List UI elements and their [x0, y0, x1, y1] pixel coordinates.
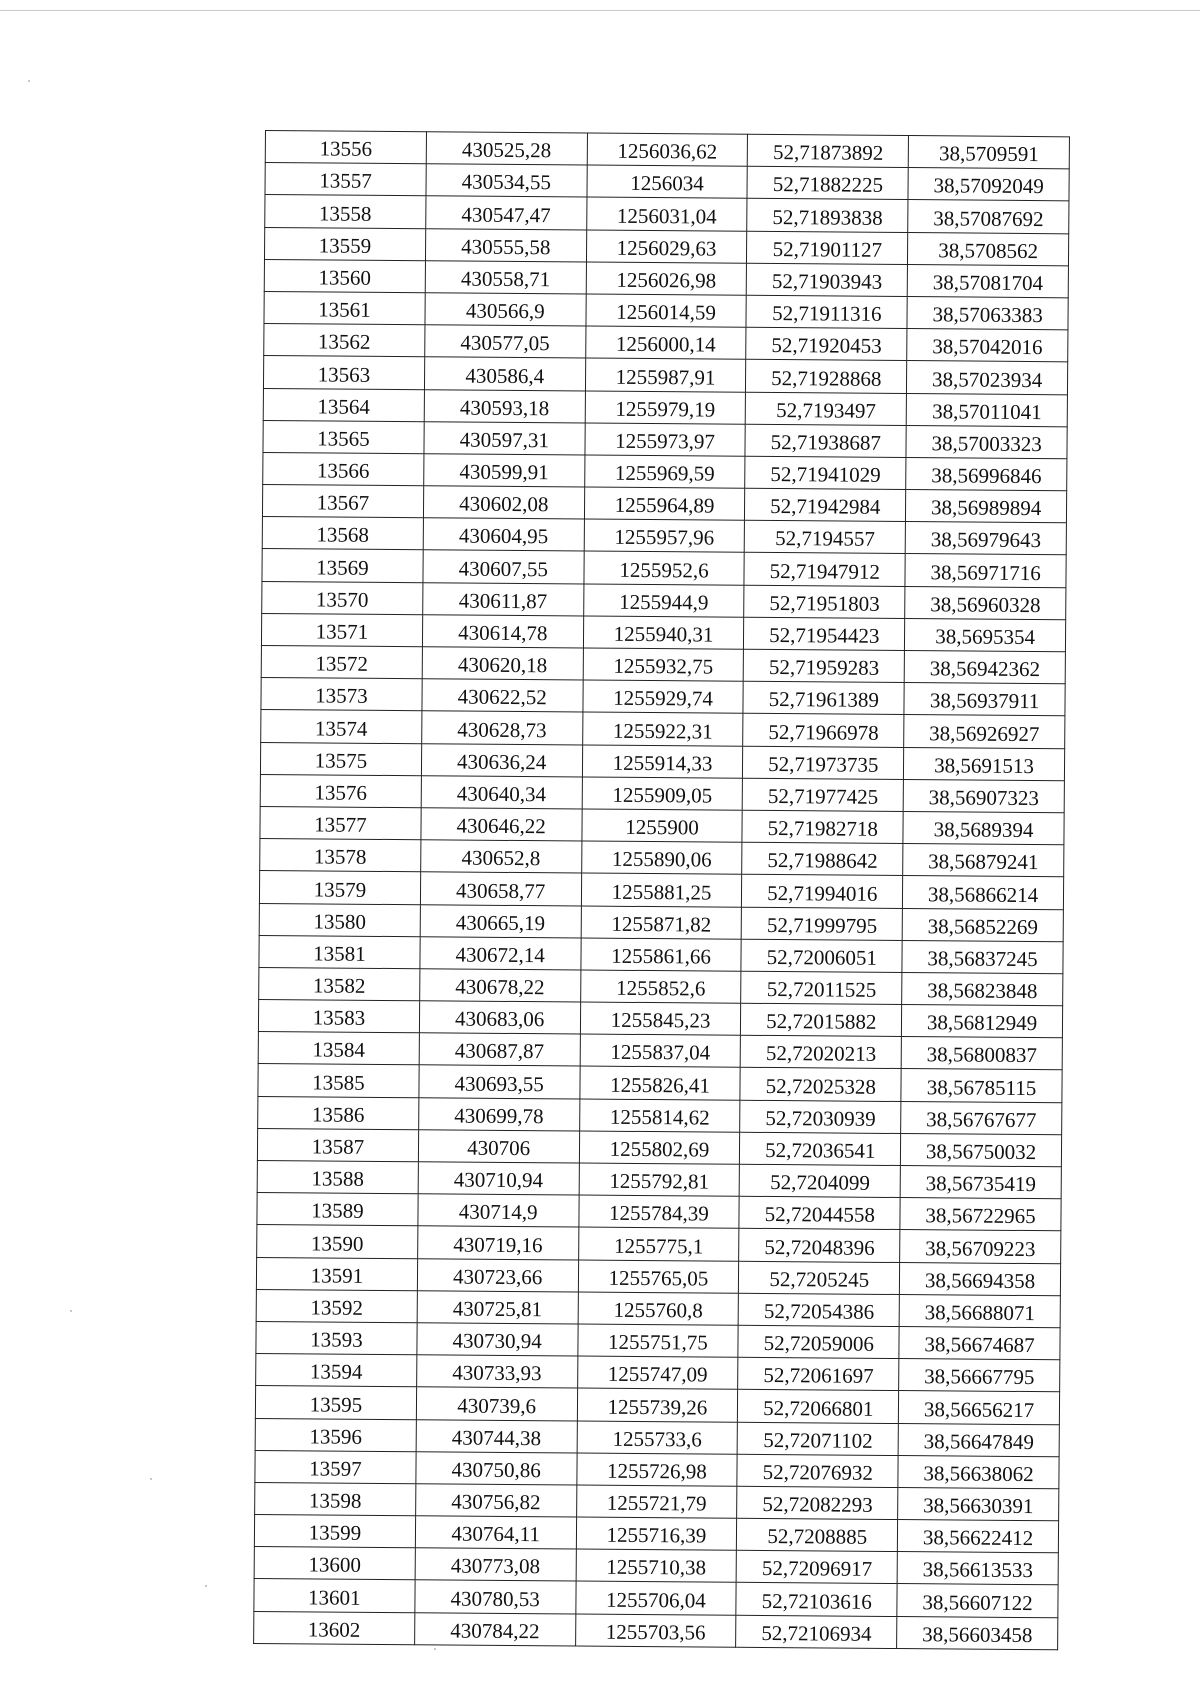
latitude-cell: 52,7208885: [737, 1518, 898, 1551]
x-coordinate-cell: 430699,78: [418, 1097, 579, 1130]
latitude-cell: 52,71961389: [743, 681, 904, 714]
latitude-cell: 52,72030939: [740, 1100, 901, 1133]
point-number-cell: 13588: [257, 1160, 418, 1193]
point-number-cell: 13557: [265, 163, 426, 196]
x-coordinate-cell: 430678,22: [419, 969, 580, 1002]
latitude-cell: 52,71882225: [747, 166, 908, 199]
point-number-cell: 13600: [254, 1547, 415, 1580]
point-number-cell: 13556: [265, 131, 426, 164]
x-coordinate-cell: 430614,78: [422, 615, 583, 648]
y-coordinate-cell: 1255914,33: [582, 745, 743, 778]
x-coordinate-cell: 430756,82: [415, 1484, 576, 1517]
point-number-cell: 13587: [257, 1128, 418, 1161]
point-number-cell: 13573: [261, 678, 422, 711]
x-coordinate-cell: 430525,28: [426, 132, 587, 165]
longitude-cell: 38,57042016: [907, 329, 1068, 362]
point-number-cell: 13598: [255, 1482, 416, 1515]
y-coordinate-cell: 1256031,04: [586, 197, 747, 230]
point-number-cell: 13590: [257, 1225, 418, 1258]
latitude-cell: 52,72066801: [738, 1390, 899, 1423]
x-coordinate-cell: 430693,55: [419, 1065, 580, 1098]
longitude-cell: 38,57003323: [906, 425, 1067, 458]
y-coordinate-cell: 1255890,06: [581, 841, 742, 874]
y-coordinate-cell: 1255871,82: [581, 906, 742, 939]
y-coordinate-cell: 1255900: [582, 809, 743, 842]
y-coordinate-cell: 1255987,91: [585, 358, 746, 391]
longitude-cell: 38,56926927: [904, 715, 1065, 748]
latitude-cell: 52,71873892: [748, 134, 909, 167]
point-number-cell: 13571: [261, 613, 422, 646]
y-coordinate-cell: 1255792,81: [579, 1163, 740, 1196]
y-coordinate-cell: 1255703,56: [575, 1614, 736, 1647]
y-coordinate-cell: 1255747,09: [577, 1356, 738, 1389]
x-coordinate-cell: 430764,11: [415, 1516, 576, 1549]
y-coordinate-cell: 1255979,19: [585, 391, 746, 424]
longitude-cell: 38,56996846: [906, 457, 1067, 490]
point-number-cell: 13561: [264, 291, 425, 324]
point-number-cell: 13572: [261, 645, 422, 678]
longitude-cell: 38,56613533: [897, 1552, 1058, 1585]
x-coordinate-cell: 430784,22: [414, 1612, 575, 1645]
x-coordinate-cell: 430586,4: [424, 357, 585, 390]
point-number-cell: 13597: [255, 1450, 416, 1483]
latitude-cell: 52,72048396: [739, 1229, 900, 1262]
point-number-cell: 13592: [256, 1289, 417, 1322]
longitude-cell: 38,56735419: [900, 1166, 1061, 1199]
latitude-cell: 52,72071102: [738, 1422, 899, 1455]
y-coordinate-cell: 1255909,05: [582, 777, 743, 810]
x-coordinate-cell: 430640,34: [421, 775, 582, 808]
y-coordinate-cell: 1255765,05: [578, 1260, 739, 1293]
y-coordinate-cell: 1255751,75: [577, 1324, 738, 1357]
longitude-cell: 38,56607122: [897, 1584, 1058, 1617]
y-coordinate-cell: 1255940,31: [583, 616, 744, 649]
longitude-cell: 38,56656217: [899, 1391, 1060, 1424]
y-coordinate-cell: 1256014,59: [586, 294, 747, 327]
x-coordinate-cell: 430652,8: [420, 840, 581, 873]
latitude-cell: 52,71938687: [745, 424, 906, 457]
longitude-cell: 38,56989894: [906, 490, 1067, 523]
latitude-cell: 52,72076932: [737, 1454, 898, 1487]
x-coordinate-cell: 430555,58: [425, 228, 586, 261]
scan-speck: [28, 80, 30, 82]
x-coordinate-cell: 430593,18: [424, 389, 585, 422]
x-coordinate-cell: 430658,77: [420, 872, 581, 905]
point-number-cell: 13585: [258, 1064, 419, 1097]
x-coordinate-cell: 430602,08: [423, 486, 584, 519]
latitude-cell: 52,7193497: [746, 392, 907, 425]
point-number-cell: 13562: [264, 324, 425, 357]
x-coordinate-cell: 430622,52: [422, 679, 583, 712]
y-coordinate-cell: 1255964,89: [584, 487, 745, 520]
point-number-cell: 13577: [260, 806, 421, 839]
y-coordinate-cell: 1255845,23: [580, 1002, 741, 1035]
y-coordinate-cell: 1255733,6: [577, 1420, 738, 1453]
y-coordinate-cell: 1255929,74: [583, 680, 744, 713]
longitude-cell: 38,56837245: [902, 940, 1063, 973]
latitude-cell: 52,71928868: [746, 360, 907, 393]
latitude-cell: 52,72020213: [741, 1036, 902, 1069]
point-number-cell: 13570: [262, 581, 423, 614]
latitude-cell: 52,71959283: [744, 649, 905, 682]
x-coordinate-cell: 430744,38: [416, 1419, 577, 1452]
longitude-cell: 38,56937911: [904, 683, 1065, 716]
point-number-cell: 13569: [262, 549, 423, 582]
x-coordinate-cell: 430723,66: [417, 1258, 578, 1291]
y-coordinate-cell: 1255775,1: [578, 1227, 739, 1260]
y-coordinate-cell: 1255706,04: [575, 1581, 736, 1614]
x-coordinate-cell: 430534,55: [426, 164, 587, 197]
longitude-cell: 38,56812949: [902, 1005, 1063, 1038]
latitude-cell: 52,72015882: [741, 1003, 902, 1036]
y-coordinate-cell: 1256036,62: [587, 133, 748, 166]
longitude-cell: 38,56942362: [904, 651, 1065, 684]
point-number-cell: 13599: [254, 1515, 415, 1548]
latitude-cell: 52,71954423: [744, 617, 905, 650]
latitude-cell: 52,72006051: [741, 939, 902, 972]
longitude-cell: 38,56960328: [905, 586, 1066, 619]
longitude-cell: 38,56800837: [901, 1037, 1062, 1070]
point-number-cell: 13580: [259, 903, 420, 936]
scan-speck: [150, 1478, 152, 1480]
longitude-cell: 38,56688071: [899, 1294, 1060, 1327]
x-coordinate-cell: 430620,18: [422, 647, 583, 680]
longitude-cell: 38,56907323: [903, 779, 1064, 812]
x-coordinate-cell: 430597,31: [424, 421, 585, 454]
latitude-cell: 52,71951803: [744, 585, 905, 618]
longitude-cell: 38,57023934: [907, 361, 1068, 394]
y-coordinate-cell: 1255739,26: [577, 1388, 738, 1421]
latitude-cell: 52,72061697: [738, 1357, 899, 1390]
longitude-cell: 38,56638062: [898, 1455, 1059, 1488]
x-coordinate-cell: 430665,19: [420, 904, 581, 937]
longitude-cell: 38,5695354: [905, 618, 1066, 651]
y-coordinate-cell: 1255826,41: [579, 1066, 740, 1099]
point-number-cell: 13584: [258, 1032, 419, 1065]
latitude-cell: 52,71903943: [747, 263, 908, 296]
x-coordinate-cell: 430646,22: [421, 808, 582, 841]
latitude-cell: 52,72106934: [736, 1615, 897, 1648]
point-number-cell: 13564: [263, 388, 424, 421]
longitude-cell: 38,56709223: [900, 1230, 1061, 1263]
point-number-cell: 13593: [256, 1321, 417, 1354]
point-number-cell: 13581: [259, 935, 420, 968]
point-number-cell: 13595: [255, 1386, 416, 1419]
point-number-cell: 13576: [260, 774, 421, 807]
latitude-cell: 52,72036541: [740, 1132, 901, 1165]
x-coordinate-cell: 430683,06: [419, 1001, 580, 1034]
coordinates-table: [253, 130, 1070, 1650]
latitude-cell: 52,72025328: [740, 1068, 901, 1101]
latitude-cell: 52,71941029: [745, 456, 906, 489]
y-coordinate-cell: 1256026,98: [586, 262, 747, 295]
longitude-cell: 38,56647849: [898, 1423, 1059, 1456]
x-coordinate-cell: 430687,87: [419, 1033, 580, 1066]
y-coordinate-cell: 1255721,79: [576, 1485, 737, 1518]
scan-speck: [205, 1585, 207, 1587]
x-coordinate-cell: 430750,86: [416, 1451, 577, 1484]
y-coordinate-cell: 1255952,6: [584, 551, 745, 584]
longitude-cell: 38,56622412: [898, 1520, 1059, 1553]
coordinates-table-body: [254, 131, 1070, 1650]
x-coordinate-cell: 430604,95: [423, 518, 584, 551]
longitude-cell: 38,5689394: [903, 811, 1064, 844]
x-coordinate-cell: 430577,05: [425, 325, 586, 358]
point-number-cell: 13602: [254, 1611, 415, 1644]
longitude-cell: 38,57011041: [906, 393, 1067, 426]
longitude-cell: 38,56603458: [897, 1616, 1058, 1649]
latitude-cell: 52,71893838: [747, 199, 908, 232]
longitude-cell: 38,56979643: [905, 522, 1066, 555]
point-number-cell: 13601: [254, 1579, 415, 1612]
y-coordinate-cell: 1255802,69: [579, 1131, 740, 1164]
x-coordinate-cell: 430672,14: [420, 936, 581, 969]
x-coordinate-cell: 430636,24: [421, 743, 582, 776]
point-number-cell: 13575: [260, 742, 421, 775]
latitude-cell: 52,71947912: [744, 553, 905, 586]
latitude-cell: 52,71920453: [746, 327, 907, 360]
y-coordinate-cell: 1255726,98: [576, 1453, 737, 1486]
latitude-cell: 52,71988642: [742, 842, 903, 875]
x-coordinate-cell: 430773,08: [415, 1548, 576, 1581]
longitude-cell: 38,57087692: [908, 200, 1069, 233]
longitude-cell: 38,56823848: [902, 972, 1063, 1005]
x-coordinate-cell: 430780,53: [415, 1580, 576, 1613]
latitude-cell: 52,71982718: [742, 810, 903, 843]
table-row: [254, 1611, 1058, 1650]
latitude-cell: 52,72054386: [739, 1293, 900, 1326]
y-coordinate-cell: 1255957,96: [584, 519, 745, 552]
latitude-cell: 52,71901127: [747, 231, 908, 264]
latitude-cell: 52,71966978: [743, 714, 904, 747]
point-number-cell: 13568: [262, 517, 423, 550]
x-coordinate-cell: 430730,94: [417, 1323, 578, 1356]
point-number-cell: 13566: [263, 452, 424, 485]
latitude-cell: 52,72103616: [736, 1583, 897, 1616]
x-coordinate-cell: 430547,47: [426, 196, 587, 229]
longitude-cell: 38,56879241: [903, 844, 1064, 877]
point-number-cell: 13559: [264, 227, 425, 260]
y-coordinate-cell: 1255922,31: [582, 712, 743, 745]
latitude-cell: 52,71994016: [742, 875, 903, 908]
longitude-cell: 38,5691513: [904, 747, 1065, 780]
point-number-cell: 13596: [255, 1418, 416, 1451]
latitude-cell: 52,72011525: [741, 971, 902, 1004]
y-coordinate-cell: 1255716,39: [576, 1517, 737, 1550]
latitude-cell: 52,7204099: [740, 1164, 901, 1197]
latitude-cell: 52,71973735: [743, 746, 904, 779]
scan-speck: [434, 1648, 436, 1650]
longitude-cell: 38,56971716: [905, 554, 1066, 587]
point-number-cell: 13583: [258, 1000, 419, 1033]
x-coordinate-cell: 430733,93: [416, 1355, 577, 1388]
y-coordinate-cell: 1255784,39: [578, 1195, 739, 1228]
y-coordinate-cell: 1255710,38: [576, 1549, 737, 1582]
longitude-cell: 38,56667795: [899, 1359, 1060, 1392]
y-coordinate-cell: 1255852,6: [580, 970, 741, 1003]
y-coordinate-cell: 1256034: [587, 165, 748, 198]
x-coordinate-cell: 430599,91: [424, 454, 585, 487]
latitude-cell: 52,71911316: [746, 295, 907, 328]
point-number-cell: 13563: [263, 356, 424, 389]
y-coordinate-cell: 1256029,63: [586, 230, 747, 263]
x-coordinate-cell: 430628,73: [421, 711, 582, 744]
longitude-cell: 38,56630391: [898, 1487, 1059, 1520]
scan-top-edge: [0, 10, 1200, 11]
y-coordinate-cell: 1255881,25: [581, 873, 742, 906]
point-number-cell: 13558: [265, 195, 426, 228]
x-coordinate-cell: 430611,87: [422, 582, 583, 615]
point-number-cell: 13579: [259, 871, 420, 904]
longitude-cell: 38,56674687: [899, 1326, 1060, 1359]
y-coordinate-cell: 1255944,9: [583, 584, 744, 617]
x-coordinate-cell: 430725,81: [417, 1290, 578, 1323]
latitude-cell: 52,72082293: [737, 1486, 898, 1519]
point-number-cell: 13578: [260, 839, 421, 872]
x-coordinate-cell: 430710,94: [418, 1162, 579, 1195]
y-coordinate-cell: 1255932,75: [583, 648, 744, 681]
longitude-cell: 38,56852269: [902, 908, 1063, 941]
latitude-cell: 52,72096917: [736, 1550, 897, 1583]
x-coordinate-cell: 430607,55: [423, 550, 584, 583]
latitude-cell: 52,71942984: [745, 488, 906, 521]
longitude-cell: 38,57081704: [907, 264, 1068, 297]
latitude-cell: 52,7205245: [739, 1261, 900, 1294]
y-coordinate-cell: 1255814,62: [579, 1099, 740, 1132]
latitude-cell: 52,72044558: [739, 1196, 900, 1229]
point-number-cell: 13560: [264, 259, 425, 292]
point-number-cell: 13586: [258, 1096, 419, 1129]
latitude-cell: 52,71977425: [743, 778, 904, 811]
y-coordinate-cell: 1255861,66: [581, 938, 742, 971]
latitude-cell: 52,71999795: [742, 907, 903, 940]
x-coordinate-cell: 430739,6: [416, 1387, 577, 1420]
x-coordinate-cell: 430558,71: [425, 261, 586, 294]
point-number-cell: 13567: [262, 485, 423, 518]
latitude-cell: 52,72059006: [738, 1325, 899, 1358]
point-number-cell: 13574: [261, 710, 422, 743]
longitude-cell: 38,56785115: [901, 1069, 1062, 1102]
x-coordinate-cell: 430719,16: [417, 1226, 578, 1259]
y-coordinate-cell: 1255973,97: [585, 423, 746, 456]
y-coordinate-cell: 1255969,59: [584, 455, 745, 488]
point-number-cell: 13589: [257, 1193, 418, 1226]
scan-speck: [70, 1310, 72, 1312]
point-number-cell: 13565: [263, 420, 424, 453]
y-coordinate-cell: 1255760,8: [578, 1292, 739, 1325]
longitude-cell: 38,56767677: [901, 1101, 1062, 1134]
longitude-cell: 38,56722965: [900, 1198, 1061, 1231]
document-page: [253, 130, 1069, 1650]
point-number-cell: 13594: [256, 1354, 417, 1387]
point-number-cell: 13591: [256, 1257, 417, 1290]
x-coordinate-cell: 430706: [418, 1130, 579, 1163]
point-number-cell: 13582: [259, 967, 420, 1000]
y-coordinate-cell: 1256000,14: [585, 326, 746, 359]
longitude-cell: 38,57063383: [907, 296, 1068, 329]
x-coordinate-cell: 430566,9: [425, 293, 586, 326]
longitude-cell: 38,5708562: [908, 232, 1069, 265]
y-coordinate-cell: 1255837,04: [580, 1034, 741, 1067]
longitude-cell: 38,57092049: [908, 168, 1069, 201]
longitude-cell: 38,5709591: [908, 136, 1069, 169]
longitude-cell: 38,56694358: [900, 1262, 1061, 1295]
longitude-cell: 38,56866214: [903, 876, 1064, 909]
latitude-cell: 52,7194557: [745, 521, 906, 554]
x-coordinate-cell: 430714,9: [418, 1194, 579, 1227]
longitude-cell: 38,56750032: [901, 1133, 1062, 1166]
